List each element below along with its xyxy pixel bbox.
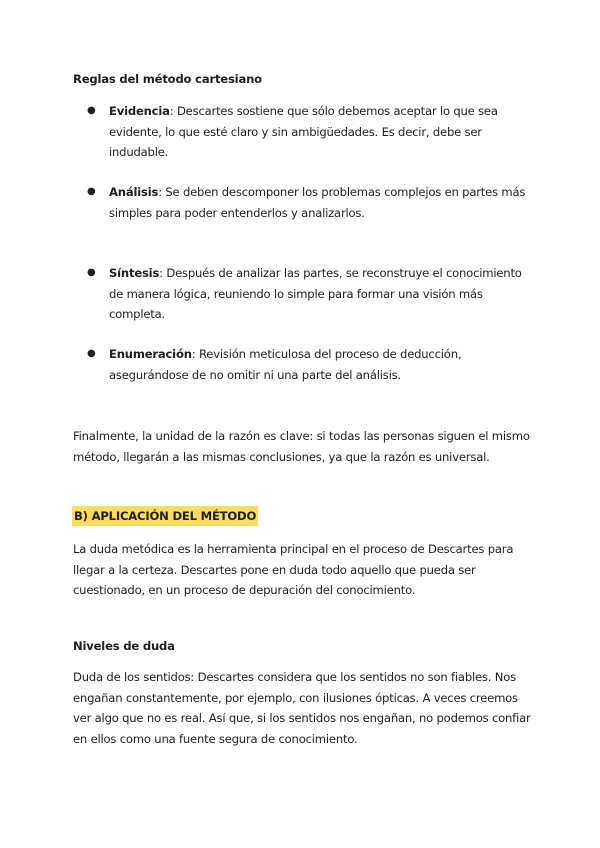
rule-term: Evidencia bbox=[109, 104, 170, 118]
doubt-levels-heading: Niveles de duda bbox=[73, 639, 175, 653]
section-b-title: B) APLICACIÓN DEL MÉTODO bbox=[72, 506, 258, 526]
doubt-senses-paragraph: Duda de los sentidos: Descartes considera que los sentidos no son fiables. Nos engañan constantemente, por ejemplo, con ilusiones ópticas. A veces creemos ver algo que no es real. Así que, si los sentidos nos engañan, no podemos confiar en ellos como una fuente segura de conocimiento. bbox=[73, 670, 531, 746]
rule-text bbox=[109, 263, 539, 325]
rules-heading: Reglas del método cartesiano bbox=[73, 72, 262, 86]
bullet-icon: ● bbox=[87, 267, 96, 278]
rule-term: Enumeración bbox=[109, 347, 192, 361]
section-b-intro: La duda metódica es la herramienta principal en el proceso de Descartes para llegar a la certeza. Descartes pone en duda todo aquello que pueda ser cuestionado, en un proceso de depuración del conocimiento. bbox=[73, 542, 514, 597]
rule-text bbox=[109, 101, 539, 163]
rule-description: : Descartes sostiene que sólo debemos aceptar lo que sea evidente, lo que esté claro y sin ambigüedades. Es decir, debe ser indudable. bbox=[109, 104, 498, 159]
bullet-icon: ● bbox=[87, 348, 96, 359]
rule-text bbox=[109, 344, 539, 385]
rule-text bbox=[109, 182, 539, 223]
bullet-icon: ● bbox=[87, 186, 96, 197]
rule-description: : Después de analizar las partes, se reconstruye el conocimiento de manera lógica, reuniendo lo simple para formar una visión más completa. bbox=[109, 266, 522, 321]
bullet-icon: ● bbox=[87, 105, 96, 116]
rule-term: Análisis bbox=[109, 185, 159, 199]
conclusion-paragraph: Finalmente, la unidad de la razón es clave: si todas las personas siguen el mismo método, llegarán a las mismas conclusiones, ya que la razón es universal. bbox=[73, 429, 530, 464]
rule-description: : Revisión meticulosa del proceso de deducción, asegurándose de no omitir ni una parte del análisis. bbox=[109, 347, 462, 382]
rule-description: : Se deben descomponer los problemas complejos en partes más simples para poder entenderlos y analizarlos. bbox=[109, 185, 526, 220]
rule-term: Síntesis bbox=[109, 266, 160, 280]
